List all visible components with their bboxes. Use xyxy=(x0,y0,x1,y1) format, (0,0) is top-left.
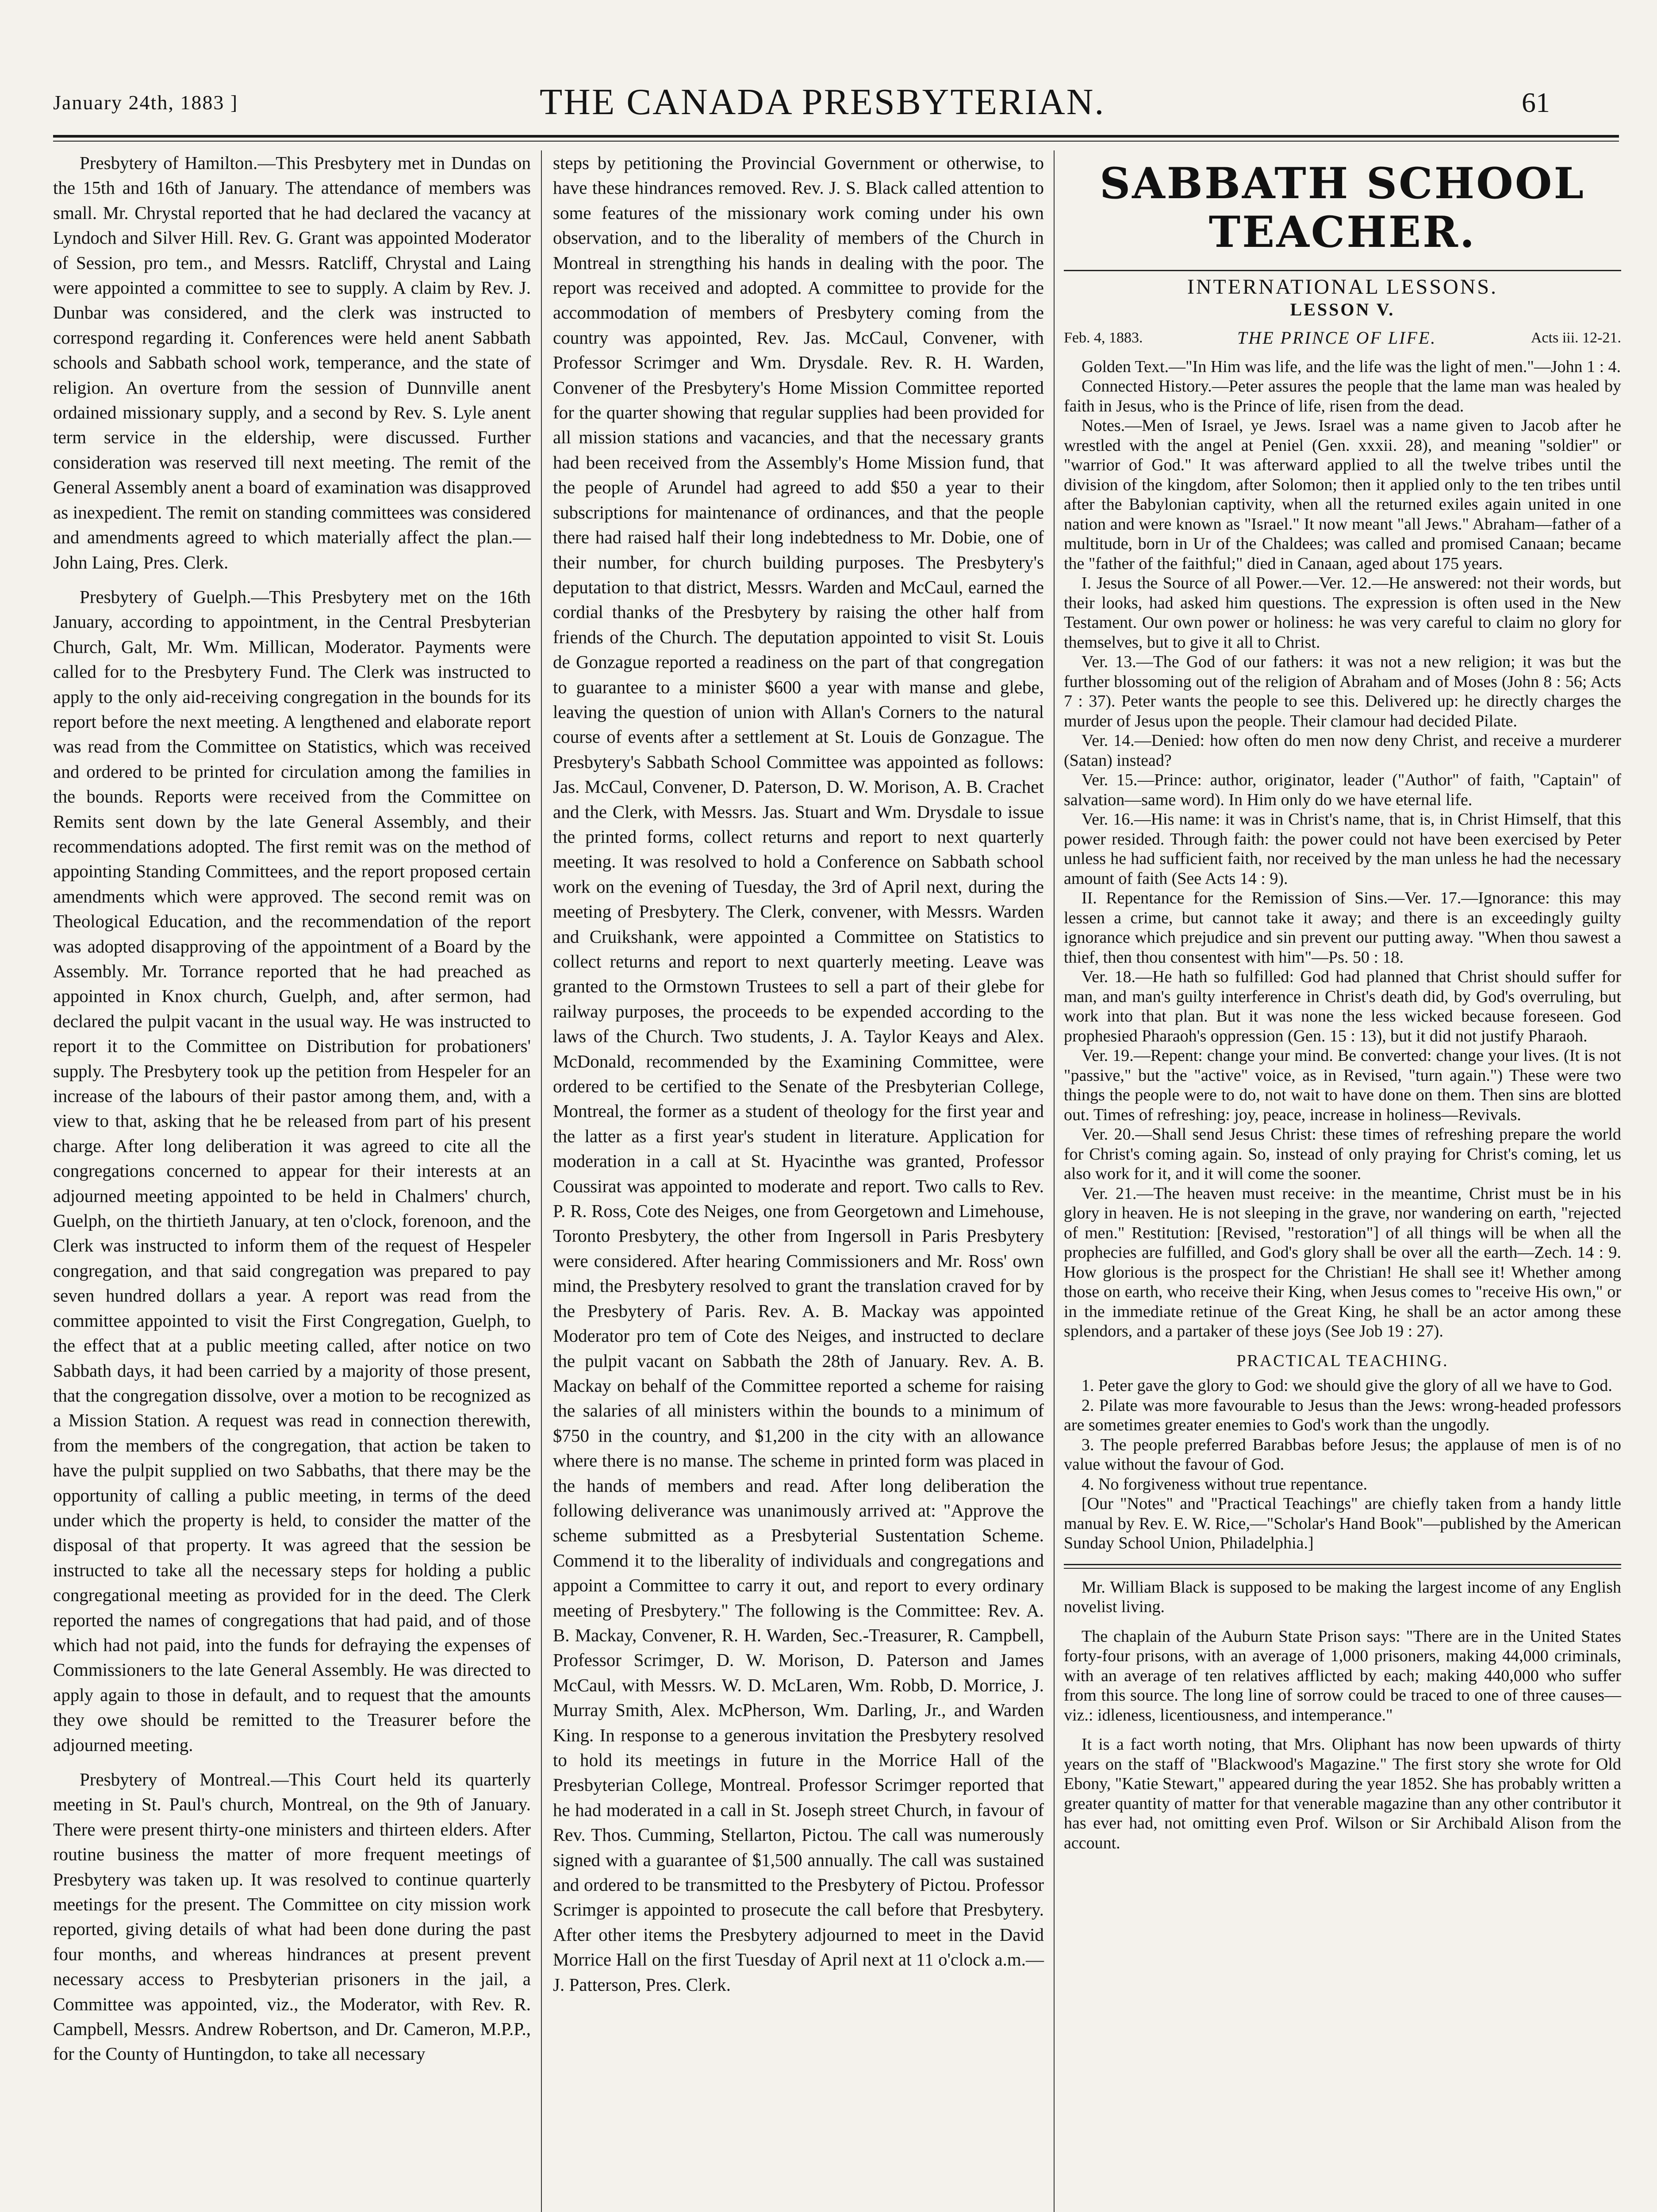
note-william-black: Mr. William Black is supposed to be making the largest income of any English novelist living. xyxy=(1064,1578,1621,1616)
masthead-title: THE CANADA PRESBYTERIAN. xyxy=(540,81,1105,123)
connected-history: Connected History.—Peter assures the people that the lame man was healed by faith in Jesus, who is the Prince of life, risen from the dead. xyxy=(1064,377,1621,415)
note-verse-17: II. Repentance for the Remission of Sins.—Ver. 17.—Ignorance: this may lessen a crime, but cannot take it away; and there is an exceedingly guilty ignorance which prejudice and sin prevent our putting away. "When thou sawest a thief, then thou consentest with him"—Ps. 50 : 18. xyxy=(1064,889,1621,967)
note-verse-20: Ver. 20.—Shall send Jesus Christ: these times of refreshing prepare the world for Christ's coming again. So, instead of only praying for Christ's coming, let us also work for it, and it will come the sooner. xyxy=(1064,1125,1621,1183)
note-verse-18: Ver. 18.—He hath so fulfilled: God had planned that Christ should suffer for man, and man's guilty interference in Christ's death did, by God's overruling, but work into that plan. But it was none the less wicked because foreseen. God prophesied Pharaoh's oppression (Gen. 15 : 13), but it did not justify Pharaoh. xyxy=(1064,968,1621,1045)
lesson-date: Feb. 4, 1883. xyxy=(1064,330,1143,346)
practical-source-note: [Our "Notes" and "Practical Teachings" are chiefly taken from a handy little manual by Rev. E. W. Rice,—"Scholar's Hand Book"—published by the American Sunday School Union, Philadelphia.] xyxy=(1064,1494,1621,1552)
column-3 xyxy=(1064,150,1621,1853)
golden-text: Golden Text.—"In Him was life, and the life was the light of men."—John 1 : 4. xyxy=(1082,357,1621,376)
practical-item: 1. Peter gave the glory to God: we should give the glory of all we have to God. xyxy=(1082,1376,1612,1395)
article-montreal-continued: steps by petitioning the Provincial Government or otherwise, to have these hindrances removed. Rev. J. S. Black called attention to some features of the missionary work coming under his own observation, and to the liberality of members of the Church in Montreal in strengthing his hands in dealing with the poor. The report was received and adopted. A committee to provide for the accommodation of members of Presbytery coming from the country was appointed, Rev. Jas. McCaul, Convener, with Professor Scrimger and Wm. Drysdale. Rev. R. H. Warden, Convener of the Presbytery's Home Mission Committee reported for the quarter showing that regular supplies had been provided for all mission stations and vacancies, and that the necessary grants had been received from the Assembly's Home Mission fund, that the people of Arundel had agreed to add $50 a year to their subscriptions for maintenance of ordinances, and that the people there had raised half their long indebtedness to Mr. Dobie, one of their number, for church building purposes. The Presbytery's deputation to that district, Messrs. Warden and McCaul, earned the cordial thanks of the Presbytery by raising the other half from friends of the Church. The deputation appointed to visit St. Louis de Gonzague reported a readiness on the part of that congregation to guarantee to a minister $600 a year with manse and glebe, leaving the question of union with Allan's Corners to the natural course of events after a settlement at St. Louis de Gonzague. The Presbytery's Sabbath School Committee was appointed as follows: Jas. McCaul, Convener, D. Paterson, D. W. Morison, A. B. Crachet and the Clerk, with Messrs. Jas. Stuart and Wm. Drysdale to issue the printed forms, collect returns and report to next quarterly meeting. It was resolved to hold a Conference on Sabbath school work on the evening of Tuesday, the 3rd of April next, during the meeting of Presbytery. The Clerk, convener, with Messrs. Warden and Cruikshank, were appointed a Committee on Statistics to collect returns and report to next quarterly meeting. Leave was granted to the Ormstown Trustees to sell a part of their glebe for railway purposes, the proceeds to be expended according to the laws of the Church. Two students, J. A. Taylor Keays and Alex. McDonald, recommended by the Examining Committee, were ordered to be certified to the Senate of the Presbyterian College, Montreal, the former as a student of theology for the first year and the latter as a first year's student in literature. Application for moderation in a call at St. Hyacinthe was granted, Professor Coussirat was appointed to moderate and report. Two calls to Rev. P. R. Ross, Cote des Neiges, one from Georgetown and Limehouse, Toronto Presbytery, the other from Ingersoll in Paris Presbytery were considered. After hearing Commissioners and Mr. Ross' own mind, the Presbytery resolved to grant the translation craved for by the Presbytery of Paris. Rev. A. B. Mackay was appointed Moderator pro tem of Cote des Neiges, and instructed to declare the pulpit vacant on Sabbath the 28th of January. Rev. A. B. Mackay on behalf of the Committee reported a scheme for raising the salaries of all ministers within the bounds to a minimum of $750 in the country, and $1,200 in the city with an allowance where there is no manse. The scheme in printed form was placed in the hands of members and read. After long deliberation the following deliverance was unanimously arrived at: "Approve the scheme submitted as a Presbyterial Sustentation Scheme. Commend it to the liberality of individuals and congregations and appoint a Committee to carry it out, and report to every ordinary meeting of Presbytery." The following is the Committee: Rev. A. B. Mackay, Convener, R. H. Warden, Sec.-Treasurer, R. Campbell, Professor Scrimger, D. W. Morison, D. Paterson and James McCaul, with Messrs. W. D. McLaren, Wm. Robb, D. Morrice, J. Murray Smith, Alex. McPherson, Wm. Darling, Jr., and Warden King. In response to a generous invitation the Presbytery resolved to hold its meetings in future in the Morrice Hall of the Presbyterian College, Montreal. Professor Scrimger reported that he had moderated in a call in St. Joseph street Church, in favour of Rev. Thos. Cumming, Stellarton, Pictou. The call was numerously signed with a guarantee of $1,500 annually. The call was sustained and ordered to be transmitted to the Presbytery of Pictou. Professor Scrimger is appointed to prosecute the call before that Presbytery. After other items the Presbytery adjourned to meet in the David Morrice Hall on the first Tuesday of April next at 11 o'clock a.m.—J. Patterson, Pres. Clerk. xyxy=(553,153,1044,1995)
column-2 xyxy=(553,150,1044,1997)
international-lessons-heading: INTERNATIONAL LESSONS. xyxy=(1187,275,1498,299)
note-mrs-oliphant: It is a fact worth noting, that Mrs. Oliphant has now been upwards of thirty years on the staff of "Blackwood's Magazine." The first story she wrote for Old Ebony, "Katie Stewart," appeared during the year 1852. She has probably written a greater quantity of matter for that venerable magazine than any other contributor it has ever had, not omitting even Prof. Wilson or Sir Archibald Alison from the account. xyxy=(1064,1735,1622,1852)
lesson-title: THE PRINCE OF LIFE. xyxy=(1237,328,1437,348)
column-1 xyxy=(53,150,531,2066)
article-hamilton: Presbytery of Hamilton.—This Presbytery met in Dundas on the 15th and 16th of January. The attendance of members was small. Mr. Chrystal reported that he had declared the vacancy at Lyndoch and Silver Hill. Rev. G. Grant was appointed Moderator of Session, pro tem., and Messrs. Ratcliff, Chrystal and Laing were appointed a committee to see to supply. A claim by Rev. J. Dunbar was considered, and the clerk was instructed to correspond regarding it. Conferences were held anent Sabbath schools and Sabbath school work, temperance, and the state of religion. An overture from the session of Dunnville anent ordained missionary supply, and a second by Rev. S. Lyle anent term service in the eldership, were discussed. Further consideration was reserved till next meeting. The remit of the General Assembly anent a board of examination was disapproved as inexpedient. The remit on standing committees was considered and amendments agreed to which materially affect the plan.—John Laing, Pres. Clerk. xyxy=(53,153,531,572)
practical-item: 4. No forgiveness without true repentance. xyxy=(1082,1475,1368,1494)
lesson-info-row xyxy=(1064,328,1621,348)
note-auburn-prison: The chaplain of the Auburn State Prison says: "There are in the United States forty-four prisons, with an average of 1,000 prisoners, making 44,000 criminals, with an average of ten relatives afflicted by each; making 440,000 who suffer from this source. The long line of sorrow could be traced to one of three causes—viz.: idleness, licentiousness, and intemperance." xyxy=(1064,1627,1621,1724)
note-verse-21: Ver. 21.—The heaven must receive: in the meantime, Christ must be in his glory in heaven. He is not sleeping in the grave, nor wandering on earth, "rejected of men." Restitution: [Revised, "restoration"] of all things will be when all the prophecies are fulfilled, and God's glory shall be over all the earth—Zech. 14 : 9. How glorious is the prospect for the Christian! He shall see it! Whether among those on earth, who receive their King, when Jesus comes to "receive His own," or in the immediate retinue of the Great King, he shall be an actor among these splendors, and a partaker of these joys (See Job 19 : 27). xyxy=(1064,1184,1621,1340)
header-rule-thin xyxy=(53,141,1619,142)
note-verse-16: Ver. 16.—His name: it was in Christ's name, that is, in Christ Himself, that this power resided. Through faith: the power could not have been exercised by Peter unless he had sufficient faith, nor received by the man unless he had the necessary amount of faith (See Acts 14 : 9). xyxy=(1064,810,1621,888)
note-verse-12: I. Jesus the Source of all Power.—Ver. 12.—He answered: not their words, but their looks, had asked him questions. The expression is often used in the New Testament. Our own power or holiness: he was very careful to claim no glory for themselves, but to give it all to Christ. xyxy=(1064,574,1621,652)
practical-teaching-heading: PRACTICAL TEACHING. xyxy=(1236,1351,1449,1370)
section-rule xyxy=(1064,1564,1621,1565)
column-divider xyxy=(541,150,542,2212)
section-rule xyxy=(1064,270,1621,271)
notes-israel: Notes.—Men of Israel, ye Jews. Israel was a name given to Jacob after he wrestled with the angel at Peniel (Gen. xxxii. 28), and meaning "soldier" or "warrior of God." It was afterward applied to all the twelve tribes until the division of the kingdom, after Solomon; then it applied only to the ten tribes until after the Babylonian captivity, when all the returned exiles again united in one nation and were known as "Israel." It now meant "all Jews." Abraham—father of a multitude, born in Ur of the Chaldees; was called and promised Canaan; became the "father of the faithful;" died in Canaan, aged about 175 years. xyxy=(1064,416,1621,573)
practical-item: 2. Pilate was more favourable to Jesus than the Jews: wrong-headed professors are sometimes greater enemies to God's work than the ungodly. xyxy=(1064,1396,1621,1434)
note-verse-19: Ver. 19.—Repent: change your mind. Be converted: change your lives. (It is not "passive," but the "active" voice, as in Revised, "turn again.") These were two things the people were to do, not wait to have done on them. Then sins are blotted out. Times of refreshing: joy, peace, increase in holiness—Revivals. xyxy=(1064,1046,1621,1124)
issue-date: January 24th, 1883 ] xyxy=(53,91,238,114)
article-montreal: Presbytery of Montreal.—This Court held its quarterly meeting in St. Paul's church, Montreal, on the 9th of January. There were present thirty-one ministers and thirteen elders. After routine business the matter of more frequent meetings of Presbytery was taken up. It was resolved to continue quarterly meetings for the present. The Committee on city mission work reported, giving details of what had been done during the past four months, and whereas hindrances at present prevent necessary access to Presbyterian prisoners in the jail, a Committee was appointed, viz., the Moderator, with Rev. R. Campbell, Messrs. Andrew Robertson, and Dr. Cameron, M.P.P., for the County of Huntingdon, to take all necessary xyxy=(53,1769,531,2064)
section-rule-thin xyxy=(1064,1568,1621,1569)
header-rule xyxy=(53,135,1619,138)
lesson-number: LESSON V. xyxy=(1290,299,1395,319)
column-divider xyxy=(1054,150,1055,2212)
practical-item: 3. The people preferred Barabbas before Jesus; the applause of men is of no value without the favour of God. xyxy=(1064,1435,1621,1474)
page-number: 61 xyxy=(1522,87,1550,118)
note-verse-13: Ver. 13.—The God of our fathers: it was not a new religion; it was but the further blossoming out of the religion of Abraham and of Moses (John 8 : 56; Acts 7 : 37). Peter wants the people to see this. Delivered up: he directly charges the murder of Jesus upon the people. Their clamour had decided Pilate. xyxy=(1064,653,1621,730)
note-verse-14: Ver. 14.—Denied: how often do men now deny Christ, and receive a murderer (Satan) instead? xyxy=(1064,731,1621,770)
lesson-reference: Acts iii. 12-21. xyxy=(1531,330,1621,346)
article-guelph: Presbytery of Guelph.—This Presbytery met on the 16th January, according to appointment, in the Central Presbyterian Church, Galt, Mr. Wm. Millican, Moderator. Payments were called for to the Presbytery Fund. The Clerk was instructed to apply to the only aid-receiving congregation in the bounds for its report before the next meeting. A lengthened and elaborate report was read from the Committee on Statistics, which was received and ordered to be printed for circulation among the families in the bounds. Reports were received from the Committee on Remits sent down by the late General Assembly, and their recommendations adopted. The first remit was on the method of appointing Standing Committees, and the report proposed certain amendments which were approved. The second remit was on Theological Education, and the recommendation of the report was adopted disapproving of the appointment of a Board by the Assembly. Mr. Torrance reported that he had preached as appointed in Knox church, Guelph, and, after sermon, had declared the pulpit vacant in the usual way. He was instructed to report it to the Committee on Distribution for probationers' supply. The Presbytery took up the petition from Hespeler for an increase of the labours of their pastor among them, and, with a view to that, asking that he be released from part of his present charge. After long deliberation it was agreed to cite all the congregations concerned to appear for their interests at an adjourned meeting appointed to be held in Chalmers' church, Guelph, on the thirtieth January, at ten o'clock, forenoon, and the Clerk was instructed to inform them of the request of Hespeler congregation, and that said congregation was prepared to pay seven hundred dollars a year. A report was read from the committee appointed to visit the First Congregation, Guelph, to the effect that at a public meeting called, after notice on two Sabbath days, it had been carried by a majority of those present, that the congregation dissolve, over a motion to be recognized as a Mission Station. A request was read in connection therewith, from the members of the congregation, that action be taken to have the pulpit supplied on two Sabbaths, that there may be the opportunity of calling a public meeting, in terms of the deed under which the property is held, to consider the matter of the disposal of that property. It was agreed that the session be instructed to take all the necessary steps for holding a public congregational meeting as provided for in the deed. The Clerk reported the names of congregations that had paid, and of those which had not paid, into the funds for defraying the expenses of Commissioners to the late General Assembly. He was directed to apply again to those in default, and to request that the amounts they owe should be remitted to the Treasurer before the adjourned meeting. xyxy=(53,586,531,1755)
sabbath-school-teacher-heading: SABBATH SCHOOL TEACHER. xyxy=(1099,158,1586,257)
note-verse-15: Ver. 15.—Prince: author, originator, leader ("Author" of faith, "Captain" of salvation—same word). In Him only do we have eternal life. xyxy=(1064,771,1621,809)
